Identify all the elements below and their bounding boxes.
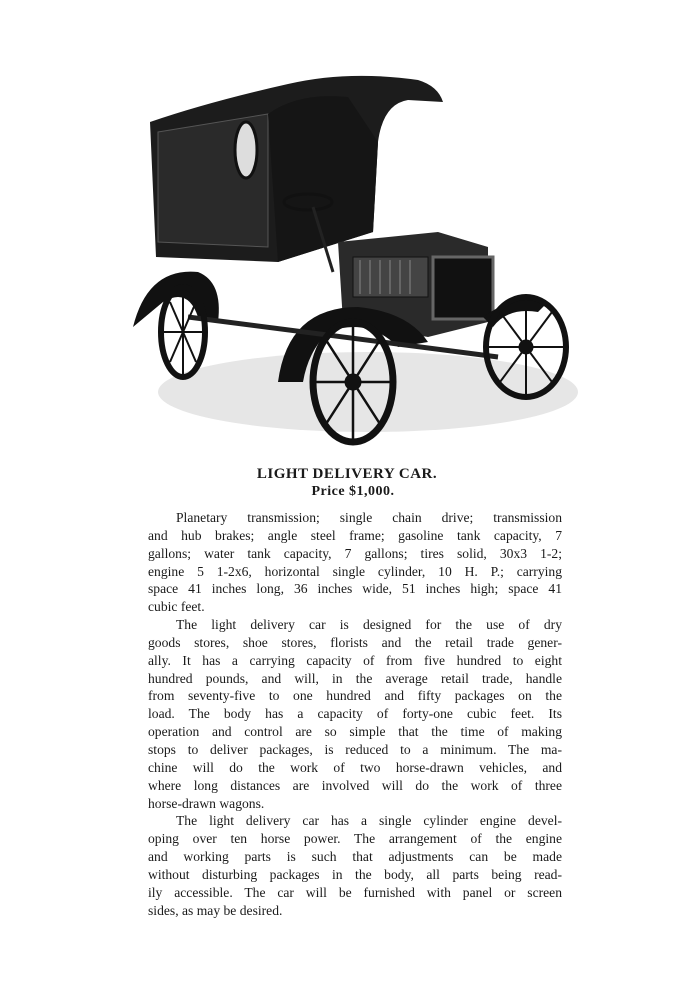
text-line: and working parts is such that adjustments can be made	[148, 849, 562, 865]
text-line: engine 5 1-2x6, horizontal single cylinder, 10 H. P.; carrying	[148, 563, 562, 579]
text-line: space 41 inches long, 36 inches wide, 51 inches high; space 41	[148, 581, 562, 597]
text-line: The light delivery car has a single cylinder engine devel-	[176, 813, 562, 829]
delivery-car-illustration	[128, 62, 578, 452]
text-line: load. The body has a capacity of forty-one cubic feet. Its	[148, 706, 562, 722]
text-line: goods stores, shoe stores, florists and the retail trade gener-	[148, 634, 562, 650]
text-line: operation and control are so simple that the time of making	[148, 724, 562, 740]
text-line: ally. It has a carrying capacity of from five hundred to eight	[148, 652, 562, 668]
text-line: where long distances are involved will do the work of three	[148, 777, 562, 793]
text-line: hundred pounds, and will, in the average retail trade, handle	[148, 670, 562, 686]
text-line: sides, as may be desired.	[148, 902, 283, 918]
price-label: Price $1,000.	[311, 484, 395, 499]
text-line: horse-drawn wagons.	[148, 795, 265, 811]
front-left-wheel	[313, 322, 393, 442]
text-line: stops to deliver packages, is reduced to a minimum. The ma-	[148, 741, 562, 757]
text-line: chine will do the work of two horse-drawn vehicles, and	[148, 759, 562, 775]
text-line: ily accessible. The car will be furnished with panel or screen	[148, 884, 562, 900]
text-line: gallons; water tank capacity, 7 gallons; tires solid, 30x3 1-2;	[148, 545, 562, 561]
text-line: from seventy-five to one hundred and fifty packages on the	[148, 688, 562, 704]
text-line: The light delivery car is designed for the use of dry	[176, 617, 562, 633]
front-right-wheel	[486, 297, 566, 397]
text-line: Planetary transmission; single chain drive; transmission	[176, 510, 562, 525]
text-line: and hub brakes; angle steel frame; gasoline tank capacity, 7	[148, 527, 562, 543]
rear-wheel	[161, 287, 205, 377]
page-title: LIGHT DELIVERY CAR.	[256, 466, 438, 482]
text-line: without disturbing packages in the body, all parts being read-	[148, 866, 562, 882]
text-line: cubic feet.	[148, 599, 205, 615]
text-line: oping over ten horse power. The arrangement of the engine	[148, 831, 562, 847]
description-text	[148, 509, 562, 919]
